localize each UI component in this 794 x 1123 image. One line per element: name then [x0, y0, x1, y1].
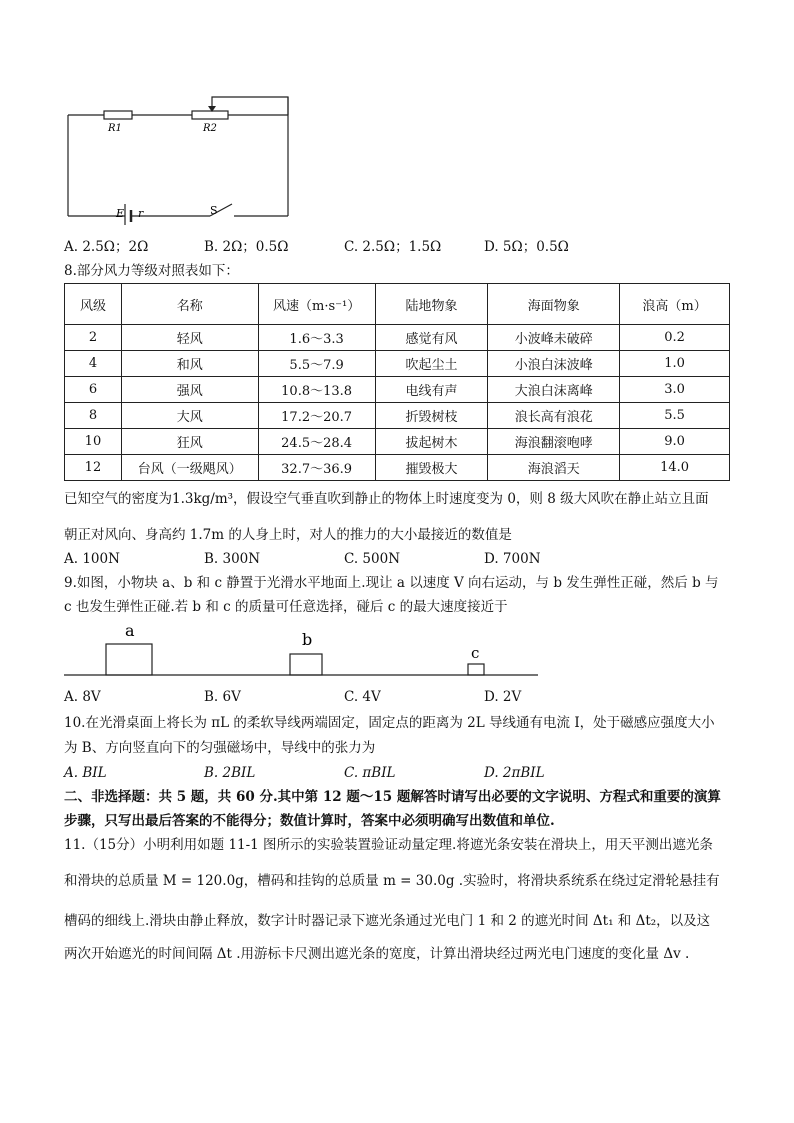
q10-option-d[interactable]: D. 2πBIL	[484, 765, 545, 781]
q10-option-c[interactable]: C. πBIL	[344, 765, 396, 781]
table-cell: 6	[65, 377, 122, 403]
q8-options	[64, 550, 624, 568]
table-cell: 9.0	[620, 429, 730, 455]
table-cell: 折毁树枝	[375, 403, 488, 429]
q10-options	[64, 764, 624, 782]
table-cell: 24.5～28.4	[258, 429, 375, 455]
table-cell: 2	[65, 325, 122, 351]
table-cell: 1.6～3.3	[258, 325, 375, 351]
table-cell: 1.0	[620, 351, 730, 377]
q11-line4: 两次开始遮光的时间间隔 Δt .用游标卡尺测出遮光条的宽度，计算出滑块经过两光电门速度的变化量 Δv .	[64, 946, 690, 962]
header-cell: 海面物象	[488, 284, 620, 325]
blocks-diagram	[64, 618, 544, 680]
table-cell: 海浪翻滚咆哮	[488, 429, 620, 455]
block-b	[290, 654, 322, 675]
table-cell: 电线有声	[375, 377, 488, 403]
block-a	[106, 644, 152, 675]
q7-options	[64, 238, 624, 256]
table-cell: 感觉有风	[375, 325, 488, 351]
table-cell: 强风	[121, 377, 258, 403]
table-cell: 10	[65, 429, 122, 455]
q8-option-b[interactable]: B. 300N	[204, 551, 261, 567]
q11-line1: 11.（15分）小明利用如题 11-1 图所示的实验装置验证动量定理.将遮光条安装在滑块上，用天平测出遮光条	[64, 837, 713, 853]
resistor-r2	[192, 111, 228, 119]
internal-r-label: r	[138, 207, 144, 220]
block-a-label: a	[125, 621, 135, 640]
q9-option-c[interactable]: C. 4V	[344, 689, 381, 705]
header-cell: 风级	[65, 284, 122, 325]
table-cell: 小浪白沫波峰	[488, 351, 620, 377]
header-cell: 陆地物象	[375, 284, 488, 325]
q8-text-line1: 已知空气的密度为1.3kg/m³，假设空气垂直吹到静止的物体上时速度变为 0，则 8 级大风吹在静止站立且面	[64, 491, 709, 507]
q11-line3: 槽码的细线上.滑块由静止释放，数字计时器记录下遮光条通过光电门 1 和 2 的遮光时间 Δt₁ 和 Δt₂，以及这	[64, 913, 711, 929]
q10-line2: 为 B、方向竖直向下的匀强磁场中，导线中的张力为	[64, 740, 376, 756]
table-cell: 14.0	[620, 455, 730, 481]
q9-line2: c 也发生弹性正碰.若 b 和 c 的质量可任意选择，碰后 c 的最大速度接近于	[64, 599, 508, 615]
table-cell: 小波峰未破碎	[488, 325, 620, 351]
table-cell: 10.8～13.8	[258, 377, 375, 403]
table-row	[65, 377, 730, 403]
table-row	[65, 325, 730, 351]
q8-option-a[interactable]: A. 100N	[64, 551, 120, 567]
table-row	[65, 429, 730, 455]
q7-option-b[interactable]: B. 2Ω；0.5Ω	[204, 239, 289, 255]
emf-label: E	[116, 207, 125, 220]
q9-option-d[interactable]: D. 2V	[484, 689, 522, 705]
table-row	[65, 351, 730, 377]
switch-label: S	[210, 204, 218, 217]
resistor-r1	[104, 111, 132, 119]
table-cell: 8	[65, 403, 122, 429]
table-cell: 12	[65, 455, 122, 481]
table-header-row	[65, 284, 730, 325]
block-c	[468, 664, 484, 675]
block-b-label: b	[302, 630, 313, 649]
q7-option-a[interactable]: A. 2.5Ω；2Ω	[64, 239, 149, 255]
q10-option-a[interactable]: A. BIL	[64, 765, 107, 781]
q10-line1: 10.在光滑桌面上将长为 πL 的柔软导线两端固定，固定点的距离为 2L 导线通有电流 I，处于磁感应强度大小	[64, 715, 715, 731]
table-cell: 轻风	[121, 325, 258, 351]
header-cell: 浪高（m）	[620, 284, 730, 325]
q9-line1: 9.如图，小物块 a、b 和 c 静置于光滑水平地面上.现让 a 以速度 V 向右运动，与 b 发生弹性正碰，然后 b 与	[64, 575, 719, 591]
q10-option-b[interactable]: B. 2BIL	[204, 765, 256, 781]
circuit-diagram	[60, 90, 295, 225]
table-cell: 狂风	[121, 429, 258, 455]
section2-line1: 二、非选择题：共 5 题，共 60 分.其中第 12 题～15 题解答时请写出必要的文字说明、方程式和重要的演算	[64, 789, 721, 805]
section2-line2: 步骤，只写出最后答案的不能得分；数值计算时，答案中必须明确写出数值和单位.	[64, 813, 555, 829]
q11-line2: 和滑块的总质量 M = 120.0g，槽码和挂钩的总质量 m = 30.0g .实验时，将滑块系统系在绕过定滑轮悬挂有	[64, 873, 720, 889]
table-cell: 32.7～36.9	[258, 455, 375, 481]
header-cell: 名称	[121, 284, 258, 325]
table-cell: 大风	[121, 403, 258, 429]
table-cell: 5.5～7.9	[258, 351, 375, 377]
q8-title: 8.部分风力等级对照表如下：	[64, 263, 239, 279]
q9-option-b[interactable]: B. 6V	[204, 689, 241, 705]
table-cell: 海浪滔天	[488, 455, 620, 481]
table-row	[65, 403, 730, 429]
table-cell: 台风（一级飓风）	[121, 455, 258, 481]
table-cell: 0.2	[620, 325, 730, 351]
table-cell: 4	[65, 351, 122, 377]
q8-option-c[interactable]: C. 500N	[344, 551, 401, 567]
table-cell: 大浪白沫离峰	[488, 377, 620, 403]
r2-label: R2	[203, 123, 217, 134]
table-cell: 17.2～20.7	[258, 403, 375, 429]
table-cell: 吹起尘土	[375, 351, 488, 377]
table-cell: 3.0	[620, 377, 730, 403]
q8-text-line2: 朝正对风向、身高约 1.7m 的人身上时，对人的推力的大小最接近的数值是	[64, 527, 512, 543]
q7-option-c[interactable]: C. 2.5Ω；1.5Ω	[344, 239, 442, 255]
table-cell: 摧毁极大	[375, 455, 488, 481]
table-cell: 和风	[121, 351, 258, 377]
q9-option-a[interactable]: A. 8V	[64, 689, 101, 705]
header-cell: 风速（m·s⁻¹）	[258, 284, 375, 325]
table-row	[65, 455, 730, 481]
r1-label: R1	[108, 123, 122, 134]
wind-scale-table	[64, 283, 730, 481]
table-cell: 拔起树木	[375, 429, 488, 455]
q7-option-d[interactable]: D. 5Ω；0.5Ω	[484, 239, 569, 255]
block-c-label: c	[471, 644, 480, 662]
q9-options	[64, 688, 624, 706]
table-cell: 5.5	[620, 403, 730, 429]
q8-option-d[interactable]: D. 700N	[484, 551, 541, 567]
table-cell: 浪长高有浪花	[488, 403, 620, 429]
